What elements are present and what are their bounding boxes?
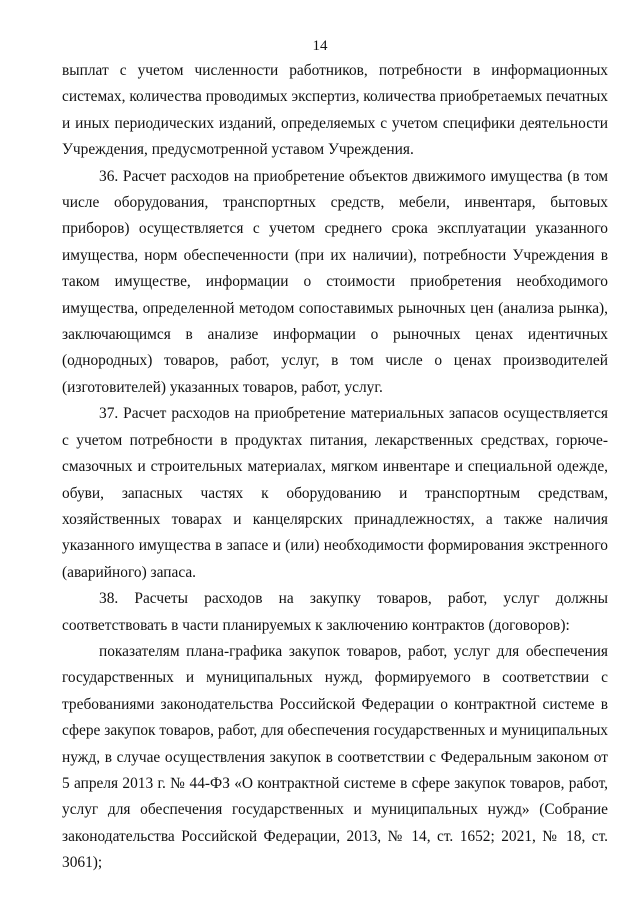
paragraph-continuation: выплат с учетом численности работников, потребности в информационных системах, количества проводимых экспертиз, количества приобретаемых печатных и иных периодических изданий, определяемых с учетом специфики деятельности Учреждения, предусмотренной уставом Учреждения. (62, 62, 608, 159)
paragraph-38-procurement: 38. Расчеты расходов на закупку товаров, работ, услуг должны соответствовать в части планируемых к заключению контрактов (договоров): (62, 590, 608, 634)
paragraph-36-movable-property: 36. Расчет расходов на приобретение объектов движимого имущества (в том числе оборудования, транспортных средств, мебели, инвентаря, бытовых приборов) осуществляется с учетом среднего срока эксплуатации указанного имущества, норм обеспеченности (при их наличии), потребности Учреждения в таком имуществе, информации о стоимости приобретения необходимого имущества, определенной методом сопоставимых рыночных цен (анализа рынка), заключающимся в анализе информации о рыночных ценах идентичных (однородных) товаров, работ, услуг, в том числе о ценах производителей (изготовителей) указанных товаров, работ, услуг. (62, 167, 608, 396)
document-body (62, 58, 608, 877)
paragraph-procurement-plan: показателям плана-графика закупок товаров, работ, услуг для обеспечения государственных и муниципальных нужд, формируемого в соответствии с требованиями законодательства Российской Федерации о контрактной системе в сфере закупок товаров, работ, для обеспечения государственных и муниципальных нужд, в случае осуществления закупок в соответствии с Федеральным законом от 5 апреля 2013 г. № 44-ФЗ «О контрактной системе в сфере закупок товаров, работ, услуг для обеспечения государственных и муниципальных нужд» (Собрание законодательства Российской Федерации, 2013, № 14, ст. 1652; 2021, № 18, ст. 3061); (62, 642, 608, 872)
page-number: 14 (312, 38, 328, 54)
paragraph-37-material-stocks: 37. Расчет расходов на приобретение материальных запасов осуществляется с учетом потребности в продуктах питания, лекарственных средствах, горюче-смазочных и строительных материалах, мягком инвентаре и специальной одежде, обуви, запасных частях к оборудованию и транспортным средствам, хозяйственных товарах и канцелярских принадлежностях, а также наличия указанного имущества в запасе и (или) необходимости формирования экстренного (аварийного) запаса. (62, 405, 608, 581)
